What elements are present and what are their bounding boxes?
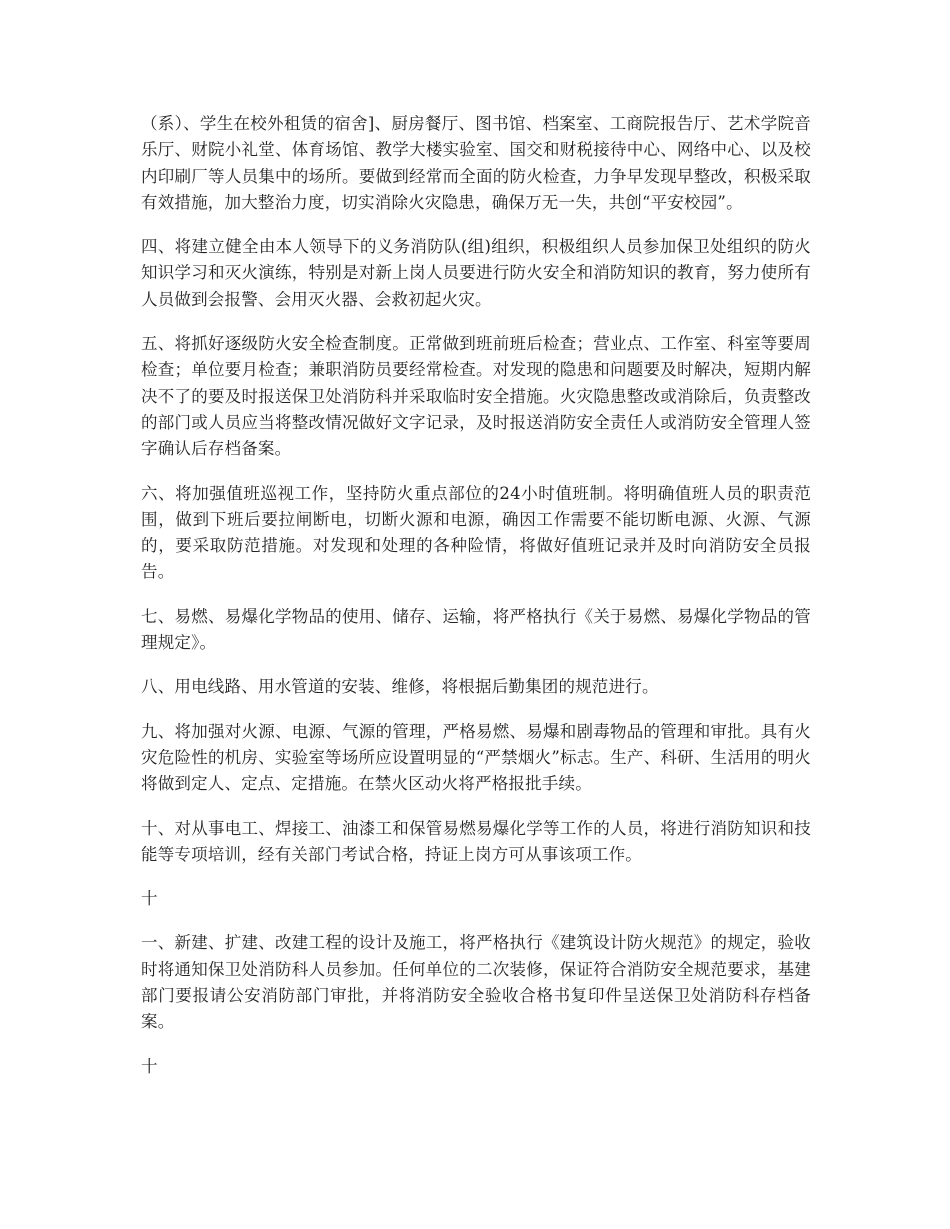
- paragraph-item-9-fire-source-management: 九、将加强对火源、电源、气源的管理，严格易燃、易爆和剧毒物品的管理和审批。具有火灾危险性的机房、实验室等场所应设置明显的“严禁烟火”标志。生产、科研、生活用的明火将做到定人、定点、定措施。在禁火区动火将严格报批手续。: [141, 721, 811, 794]
- paragraph-continued-fire-check-sites: （系）、学生在校外租赁的宿舍]、厨房餐厅、图书馆、档案室、工商院报告厅、艺术学院音乐厅、财院小礼堂、体育场馆、教学大楼实验室、国交和财税接待中心、网络中心、以及校内印刷厂等人员集中的场所。要做到经常而全面的防火检查，力争早发现早整改，积极采取有效措施，加大整治力度，切实消除火灾隐患，确保万无一失，共创“平安校园”。: [141, 114, 811, 212]
- paragraph-item-4-volunteer-fire-team: 四、将建立健全由本人领导下的义务消防队(组)组织，积极组织人员参加保卫处组织的防火知识学习和灭火演练，特别是对新上岗人员要进行防火安全和消防知识的教育，努力使所有人员做到会报警、会用灭火器、会救初起火灾。: [141, 237, 811, 309]
- paragraph-item-6-duty-patrol: 六、将加强值班巡视工作，坚持防火重点部位的24小时值班制。将明确值班人员的职责范围，做到下班后要拉闸断电，切断火源和电源，确因工作需要不能切断电源、火源、气源的，要采取防范措施。对发现和处理的各种险情，将做好值班记录并及时向消防安全员报告。: [141, 483, 811, 582]
- document-body: [141, 111, 811, 1098]
- paragraph-item-5-safety-inspection: 五、将抓好逐级防火安全检查制度。正常做到班前班后检查；营业点、工作室、科室等要周检查；单位要月检查；兼职消防员要经常检查。对发现的隐患和问题要及时解决，短期内解决不了的要及时报送保卫处消防科并采取临时安全措施。火灾隐患整改或消除后，负责整改的部门或人员应当将整改情况做好文字记录，及时报送消防安全责任人或消防安全管理人签字确认后存档备案。: [141, 334, 811, 459]
- paragraph-item-12-numeral: 十: [141, 1056, 158, 1076]
- paragraph-item-11-numeral: 十: [141, 889, 158, 909]
- paragraph-item-10-special-training: 十、对从事电工、焊接工、油漆工和保管易燃易爆化学等工作的人员，将进行消防知识和技能等专项培训，经有关部门考试合格，持证上岗方可从事该项工作。: [141, 818, 811, 864]
- paragraph-item-7-hazardous-chemicals: 七、易燃、易爆化学物品的使用、储存、运输，将严格执行《关于易燃、易爆化学物品的管理规定》。: [141, 606, 811, 653]
- paragraph-item-11-construction: 一、新建、扩建、改建工程的设计及施工，将严格执行《建筑设计防火规范》的规定，验收时将通知保卫处消防科人员参加。任何单位的二次装修，保证符合消防安全规范要求，基建部门要报请公安消防部门审批，并将消防安全验收合格书复印件呈送保卫处消防科存档备案。: [141, 933, 811, 1032]
- paragraph-item-8-electric-water-lines: 八、用电线路、用水管道的安装、维修，将根据后勤集团的规范进行。: [141, 677, 659, 697]
